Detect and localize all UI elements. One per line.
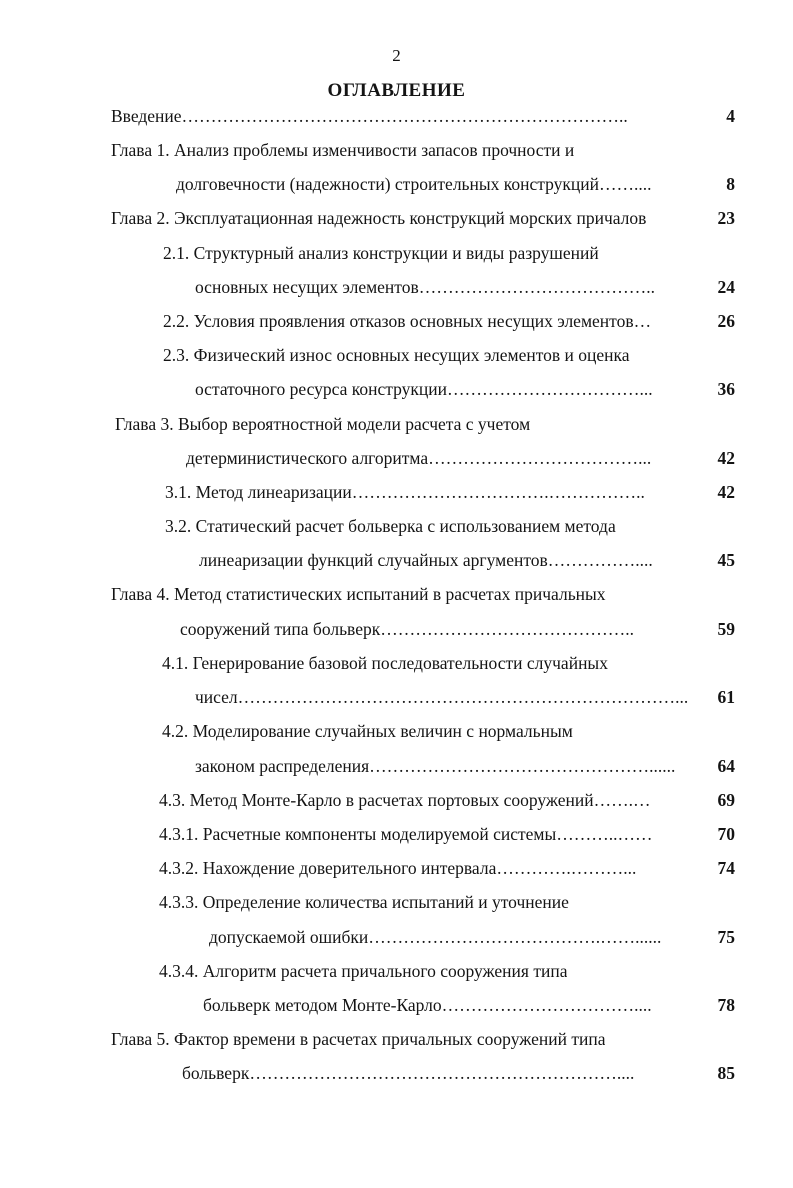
page-num-4-3-4: 78 bbox=[717, 995, 735, 1015]
page-num-ch4: 59 bbox=[717, 619, 735, 639]
page-number: 2 bbox=[392, 46, 401, 65]
toc-title: ОГЛАВЛЕНИЕ bbox=[327, 80, 466, 101]
page-num-ch3: 42 bbox=[717, 448, 735, 468]
toc-line-ch5: Глава 5. Фактор времени в расчетах причальных сооружений типа bbox=[111, 1029, 606, 1049]
page-num-2-2: 26 bbox=[717, 311, 735, 331]
toc-line-ch4-cont: сооружений типа больверк…………………………………….. bbox=[180, 619, 634, 639]
toc-line-4-3-3-cont: допускаемой ошибки………………………………….……...... bbox=[209, 927, 662, 947]
toc-line-ch3-cont: детерминистического алгоритма………………………………... bbox=[186, 448, 652, 468]
toc-line-ch1-cont: долговечности (надежности) строительных конструкций…….... bbox=[176, 174, 652, 194]
toc-line-ch2: Глава 2. Эксплуатационная надежность конструкций морских причалов bbox=[111, 208, 647, 228]
toc-line-4-3-3: 4.3.3. Определение количества испытаний и уточнение bbox=[159, 892, 569, 912]
toc-line-3-1: 3.1. Метод линеаризации…………………………….…………….. bbox=[165, 482, 645, 502]
page-num-intro: 4 bbox=[726, 106, 735, 126]
toc-line-4-2: 4.2. Моделирование случайных величин с нормальным bbox=[162, 721, 573, 741]
toc-line-2-3-cont: остаточного ресурса конструкции……………………………... bbox=[195, 379, 653, 399]
toc-line-4-3-2: 4.3.2. Нахождение доверительного интервала………….………... bbox=[159, 858, 637, 878]
toc-line-4-3-4-cont: больверк методом Монте-Карло…………………………….... bbox=[203, 995, 652, 1015]
toc-line-2-2: 2.2. Условия проявления отказов основных несущих элементов… bbox=[163, 311, 652, 331]
toc-line-4-3: 4.3. Метод Монте-Карло в расчетах портовых сооружений…….… bbox=[159, 790, 651, 810]
page-num-4-1: 61 bbox=[717, 687, 735, 707]
page-num-4-3-2: 74 bbox=[717, 858, 735, 878]
toc-line-ch4: Глава 4. Метод статистических испытаний в расчетах причальных bbox=[111, 584, 606, 604]
page-num-3-2: 45 bbox=[717, 550, 735, 570]
page-num-ch2: 23 bbox=[717, 208, 735, 228]
toc-line-4-3-1: 4.3.1. Расчетные компоненты моделируемой системы………..…… bbox=[159, 824, 653, 844]
page-num-2-1: 24 bbox=[717, 277, 735, 297]
page-num-4-3: 69 bbox=[717, 790, 735, 810]
page-num-ch5: 85 bbox=[717, 1063, 735, 1083]
toc-line-3-2-cont: линеаризации функций случайных аргументов…………….... bbox=[199, 550, 653, 570]
toc-line-intro: Введение………………………………………………………………….. bbox=[111, 106, 628, 126]
toc-line-4-1-cont: чисел…………………………………………………………………... bbox=[195, 687, 689, 707]
page-num-4-3-1: 70 bbox=[717, 824, 735, 844]
toc-line-4-1: 4.1. Генерирование базовой последовательности случайных bbox=[162, 653, 608, 673]
toc-line-4-3-4: 4.3.4. Алгоритм расчета причального сооружения типа bbox=[159, 961, 568, 981]
page-num-4-2: 64 bbox=[717, 756, 735, 776]
toc-line-ch3: Глава 3. Выбор вероятностной модели расчета с учетом bbox=[115, 414, 531, 434]
toc-line-3-2: 3.2. Статический расчет больверка с использованием метода bbox=[165, 516, 616, 536]
toc-line-2-3: 2.3. Физический износ основных несущих элементов и оценка bbox=[163, 345, 630, 365]
toc-line-2-1-cont: основных несущих элементов………………………………….. bbox=[195, 277, 655, 297]
page-num-4-3-3: 75 bbox=[717, 927, 735, 947]
page-num-2-3: 36 bbox=[717, 379, 735, 399]
page-num-ch1: 8 bbox=[726, 174, 735, 194]
toc-line-ch1: Глава 1. Анализ проблемы изменчивости запасов прочности и bbox=[111, 140, 575, 160]
toc-line-ch5-cont: больверк……………………………………………………….... bbox=[182, 1063, 635, 1083]
toc-line-4-2-cont: законом распределения…………………………………………...... bbox=[195, 756, 676, 776]
toc-line-2-1: 2.1. Структурный анализ конструкции и виды разрушений bbox=[163, 243, 599, 263]
page-num-3-1: 42 bbox=[717, 482, 735, 502]
